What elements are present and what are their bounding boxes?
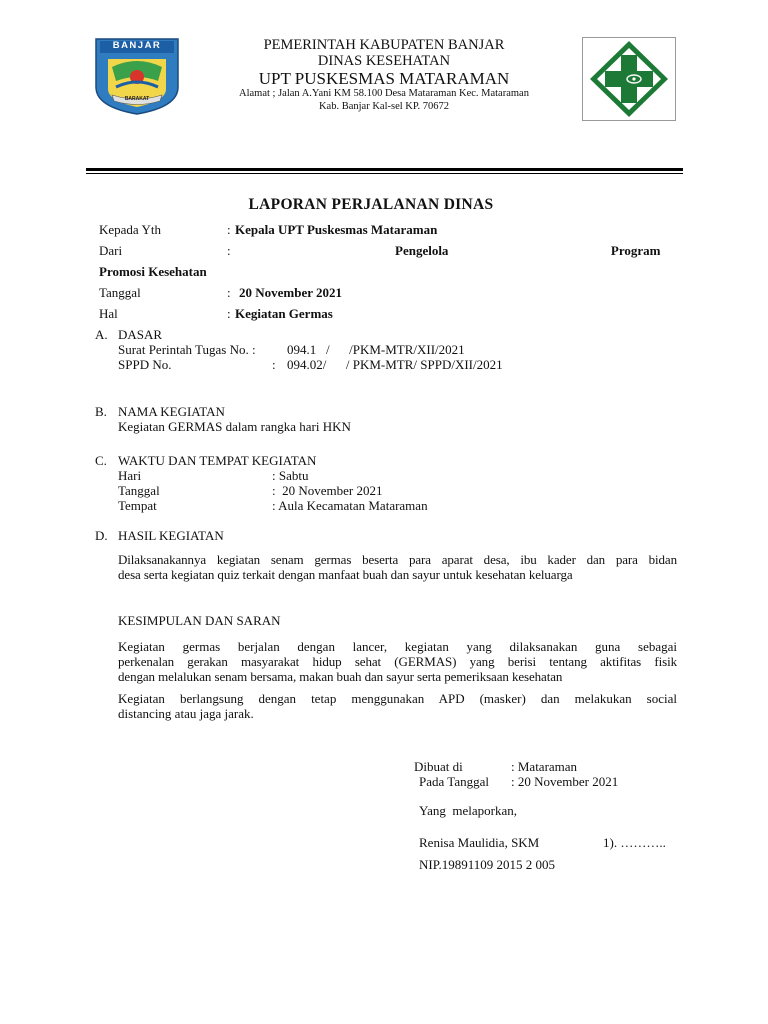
tempat-value: : Aula Kecamatan Mataraman bbox=[272, 498, 428, 513]
signer-nip: NIP.19891109 2015 2 005 bbox=[419, 857, 556, 872]
dari-value-line2: Promosi Kesehatan bbox=[99, 264, 207, 279]
pada-tanggal-label: Pada Tanggal bbox=[419, 774, 489, 789]
hasil-line-1: Dilaksanakannya kegiatan senam germas beserta para aparat desa, ibu kader dan para bidan bbox=[118, 552, 677, 567]
kepada-value: Kepala UPT Puskesmas Mataraman bbox=[235, 222, 438, 237]
section-b-letter: B. bbox=[95, 404, 107, 419]
section-a-letter: A. bbox=[95, 327, 108, 342]
dibuat-label: Dibuat di bbox=[414, 759, 463, 774]
hari-label: Hari bbox=[118, 468, 142, 483]
kesimpulan-p2-line1: Kegiatan berlangsung dengan tetap menggunakan APD (masker) dan melakukan social bbox=[118, 691, 677, 706]
surat-tugas-label: Surat Perintah Tugas No. : bbox=[118, 342, 256, 357]
dibuat-value: : Mataraman bbox=[511, 759, 578, 774]
section-c-heading: WAKTU DAN TEMPAT KEGIATAN bbox=[118, 453, 317, 468]
tanggal-label: Tanggal bbox=[99, 285, 141, 300]
kesimpulan-p2-line2: distancing atau jaga jarak. bbox=[118, 706, 254, 721]
dari-colon: : bbox=[227, 243, 231, 258]
hal-value: Kegiatan Germas bbox=[235, 306, 333, 321]
header-divider-thin bbox=[86, 173, 683, 174]
header-government: PEMERINTAH KABUPATEN BANJAR bbox=[263, 37, 505, 53]
dari-value-line1 bbox=[395, 243, 677, 259]
document-title: LAPORAN PERJALANAN DINAS bbox=[248, 196, 494, 213]
hal-label: Hal bbox=[99, 306, 118, 321]
kesimpulan-p1-line1: Kegiatan germas berjalan dengan lancer, kegiatan yang dilaksanakan guna sebagai bbox=[118, 639, 677, 654]
kepada-label: Kepada Yth bbox=[99, 222, 161, 237]
dari-value-text: Pengelola Program bbox=[395, 243, 661, 258]
yang-melaporkan: Yang melaporkan, bbox=[419, 803, 517, 818]
surat-tugas-value: 094.1 / /PKM-MTR/XII/2021 bbox=[287, 342, 465, 357]
waktu-tanggal-value: : 20 November 2021 bbox=[272, 483, 383, 498]
header-department: DINAS KESEHATAN bbox=[317, 53, 451, 69]
sppd-value: 094.02/ / PKM-MTR/ SPPD/XII/2021 bbox=[287, 357, 503, 372]
section-a-heading: DASAR bbox=[118, 327, 163, 342]
header-address-2: Kab. Banjar Kal-sel KP. 70672 bbox=[318, 101, 450, 112]
tanggal-value: 20 November 2021 bbox=[239, 285, 343, 300]
hari-value: : Sabtu bbox=[272, 468, 309, 483]
kesimpulan-p1-line2: perkenalan gerakan masyarakat hidup sehat (GERMAS) yang berisi tentang aktifitas fisik bbox=[118, 654, 677, 669]
puskesmas-logo bbox=[582, 37, 676, 121]
puskesmas-cross-icon bbox=[582, 37, 676, 121]
section-c-letter: C. bbox=[95, 453, 107, 468]
pada-tanggal-value: : 20 November 2021 bbox=[511, 774, 619, 789]
section-d-letter: D. bbox=[95, 528, 108, 543]
nama-kegiatan-text: Kegiatan GERMAS dalam rangka hari HKN bbox=[118, 419, 351, 434]
section-d-heading: HASIL KEGIATAN bbox=[118, 528, 224, 543]
waktu-tanggal-label: Tanggal bbox=[118, 483, 160, 498]
signer-name: Renisa Maulidia, SKM bbox=[419, 835, 540, 850]
header-address-1: Alamat ; Jalan A.Yani KM 58.100 Desa Mataraman Kec. Mataraman bbox=[239, 88, 529, 99]
header-institution: UPT PUSKESMAS MATARAMAN bbox=[258, 69, 510, 88]
tanggal-colon: : bbox=[227, 285, 231, 300]
sppd-label: SPPD No. bbox=[118, 357, 172, 372]
dari-label: Dari bbox=[99, 243, 123, 258]
banjar-logo-text: BANJAR bbox=[112, 40, 162, 51]
hal-colon: : bbox=[227, 306, 231, 321]
banjar-logo-ribbon: BARAKAT bbox=[124, 96, 150, 102]
kesimpulan-p1-line3: dengan melalukan senam bersama, makan buah dan sayur serta pemeriksaan kesehatan bbox=[118, 669, 563, 684]
kepada-colon: : bbox=[227, 222, 231, 237]
sppd-colon: : bbox=[272, 357, 276, 372]
tempat-label: Tempat bbox=[118, 498, 157, 513]
signature-mark: 1). ……….. bbox=[603, 835, 666, 850]
header-divider-thick bbox=[86, 168, 683, 171]
hasil-line-2: desa serta kegiatan quiz terkait dengan manfaat buah dan sayur untuk kesehatan keluarga bbox=[118, 567, 573, 582]
section-b-heading: NAMA KEGIATAN bbox=[118, 404, 225, 419]
kesimpulan-heading: KESIMPULAN DAN SARAN bbox=[118, 613, 281, 628]
